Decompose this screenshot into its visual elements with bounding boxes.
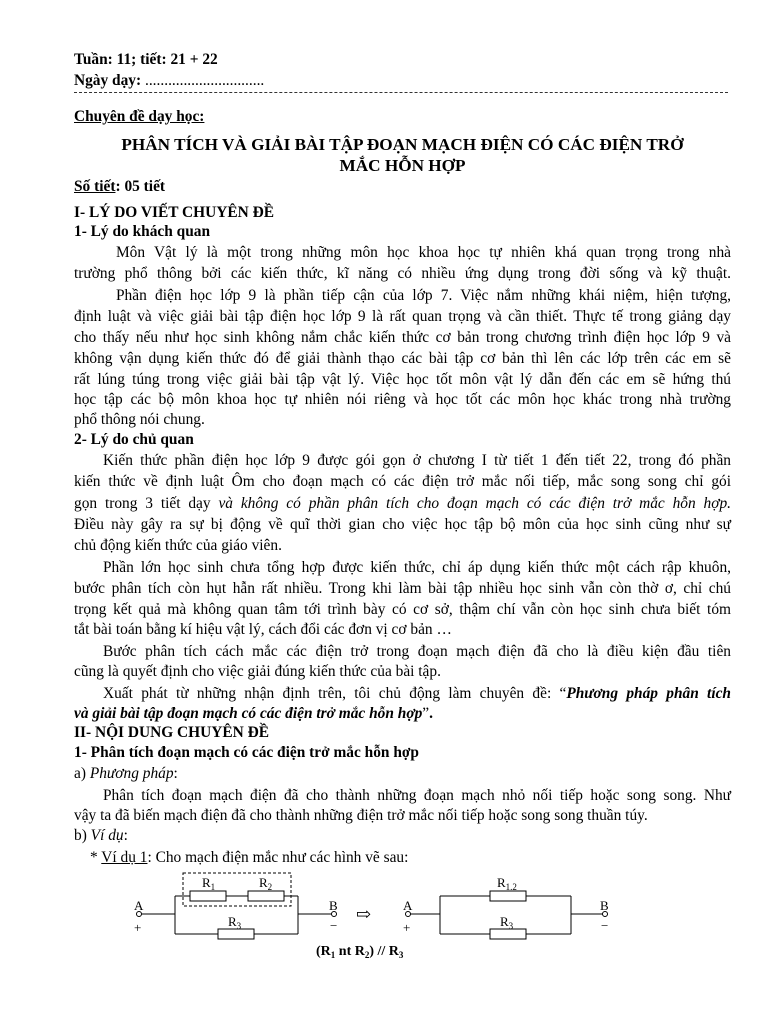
document-title-line-1: PHÂN TÍCH VÀ GIẢI BÀI TẬP ĐOẠN MẠCH ĐIỆN CÓ CÁC ĐIỆN TRỞ bbox=[121, 135, 684, 154]
item-punct: : bbox=[173, 765, 178, 782]
label-b: B bbox=[329, 898, 338, 913]
paragraph-line: Môn Vật lý là một trong những môn học khoa học tự nhiên khá quan trọng trong nhà bbox=[116, 244, 731, 261]
paragraph-text: Xuất phát từ những nhận định trên, tôi chủ động làm chuyên đề: “ bbox=[103, 685, 567, 702]
period-count bbox=[74, 177, 165, 196]
arrow-icon: ⇨ bbox=[356, 904, 372, 924]
section-1-heading: I- LÝ DO VIẾT CHUYÊN ĐỀ bbox=[74, 204, 274, 221]
example-text: : Cho mạch điện mắc như các hình vẽ sau: bbox=[147, 849, 409, 866]
paragraph-emphasis: và không có phần phân tích cho đoạn mạch có các điện trở mắc hỗn hợp. bbox=[218, 495, 732, 512]
paragraph-line: bước phân tích còn hụt hẫn rất nhiều. Trong khi làm bài tập nhiều học sinh vẫn còn thờ ơ, chỉ chú bbox=[74, 580, 731, 597]
section-1-sub-1: 1- Lý do khách quan bbox=[74, 223, 211, 240]
date-label: Ngày dạy: bbox=[74, 72, 145, 89]
week-period-info: Tuần: 11; tiết: 21 + 22 bbox=[74, 51, 218, 68]
header-divider bbox=[74, 92, 728, 93]
topic-label: Chuyên đề dạy học: bbox=[74, 108, 205, 125]
paragraph-text: ” bbox=[422, 705, 430, 722]
paragraph-line: rất lúng túng trong việc giải bài tập vật lý. Việc học tốt môn vật lý dẫn đến các em sẽ hứng thú bbox=[74, 371, 731, 388]
paragraph-line: Phần lớn học sinh chưa tổng hợp được kiến thức, chỉ áp dụng kiến thức một cách rập khuôn, bbox=[103, 559, 731, 576]
paragraph-line: Kiến thức phần điện học lớp 9 được gói gọn ở chương I từ tiết 1 đến tiết 22, trong đó phần bbox=[103, 452, 731, 469]
period-count-value: : 05 tiết bbox=[115, 178, 166, 195]
label-a: A bbox=[403, 898, 413, 913]
paragraph-line: Bước phân tích cách mắc các điện trở trong đoạn mạch điện đã cho là điều kiện đầu tiên bbox=[103, 643, 731, 660]
paragraph-line: chủ động kiến thức của giáo viên. bbox=[74, 537, 282, 554]
resistor-r2 bbox=[248, 891, 284, 901]
date-value: ............................... bbox=[144, 72, 265, 89]
paragraph-line: kiến thức về định luật Ôm cho đoạn mạch có các điện trở mắc nối tiếp, mắc song song chỉ gói bbox=[74, 473, 731, 490]
item-marker: b) bbox=[74, 827, 91, 844]
paragraph-line: định luật và việc giải bài tập điện học lớp 9 là rất quan trọng và cần thiết. Thực tế trong giảng dạy bbox=[74, 308, 731, 325]
period-count-label: Số tiết bbox=[74, 178, 116, 195]
paragraph-line: cho thấy nếu như học sinh không nắm chắc kiến thức cơ bản trong chương trình điện học lớp 9 và bbox=[74, 329, 731, 346]
section-2-heading: II- NỘI DUNG CHUYÊN ĐỀ bbox=[74, 724, 269, 741]
label-r2: $R_2$ bbox=[259, 875, 273, 892]
paragraph-line: học tập các bộ môn khoa học tự nhiên nói riêng và học tốt các môn học khác trong nhà trường bbox=[74, 391, 731, 408]
section-2-sub-1: 1- Phân tích đoạn mạch có các điện trở mắc hỗn hợp bbox=[74, 744, 419, 761]
circuit-caption: ($R_1$ nt $R_2) // R_3$ bbox=[316, 944, 404, 960]
paragraph-line bbox=[74, 494, 731, 513]
resistor-r1 bbox=[190, 891, 226, 901]
paragraph-line: phổ thông nói chung. bbox=[74, 411, 205, 428]
resistor-r12 bbox=[490, 891, 526, 901]
paragraph-line: trọng kết quả mà không quan tâm tới trình bày có cơ sở, thậm chí vẫn còn học sinh chưa biết tóm bbox=[74, 601, 731, 618]
paragraph-line: Phân tích đoạn mạch điện đã cho thành những đoạn mạch nhỏ nối tiếp hoặc song song. Như bbox=[103, 787, 731, 804]
label-r3: $R_3$ bbox=[500, 914, 514, 931]
label-b: B bbox=[600, 898, 609, 913]
bullet-star: * bbox=[90, 849, 102, 866]
document-title-line-2: MẮC HỖN HỢP bbox=[339, 156, 466, 175]
subsection-b-label bbox=[74, 826, 128, 845]
paragraph-line: không vận dụng kiến thức đó để giải thành thạo các bài tập cơ bản thì lên các lớp trên các em sẽ bbox=[74, 350, 731, 367]
label-minus: − bbox=[330, 918, 338, 933]
paragraph-line: Điều này gây ra sự bị động về quĩ thời gian cho việc học tập bộ môn của học sinh cũng như sự bbox=[74, 516, 731, 533]
label-r3: $R_3$ bbox=[228, 914, 242, 931]
topic-name-emphasis: và giải bài tập đoạn mạch có các điện trở mắc hỗn hợp bbox=[74, 705, 423, 722]
label-plus: + bbox=[134, 920, 142, 935]
subsection-a-label bbox=[74, 764, 178, 783]
label-plus: + bbox=[403, 920, 411, 935]
paragraph-line bbox=[103, 684, 731, 703]
paragraph-line bbox=[74, 704, 433, 723]
item-marker: a) bbox=[74, 765, 90, 782]
example-label: Ví dụ 1 bbox=[101, 849, 148, 866]
paragraph-line: Phần điện học lớp 9 là phần tiếp cận của lớp 7. Việc nắm những khái niệm, hiện tượng, bbox=[116, 287, 731, 304]
label-minus: − bbox=[601, 918, 609, 933]
item-title: Ví dụ bbox=[90, 827, 124, 844]
paragraph-text: gọn trong 3 tiết dạy bbox=[74, 495, 219, 512]
label-r1: $R_1$ bbox=[202, 875, 216, 892]
teaching-date bbox=[74, 71, 264, 90]
paragraph-line: trường phổ thông bởi các kiến thức, kĩ năng có nhiều ứng dụng trong đời sống và kỹ thuật. bbox=[74, 265, 731, 282]
item-punct: : bbox=[123, 827, 128, 844]
label-r12: $R_{1.2}$ bbox=[497, 875, 517, 892]
topic-name-emphasis: Phương pháp phân tích bbox=[566, 685, 731, 702]
paragraph-text: . bbox=[429, 705, 433, 722]
circuit-diagram bbox=[0, 860, 768, 970]
item-title: Phương pháp bbox=[89, 765, 174, 782]
paragraph-line: tắt bài toán bằng kí hiệu vật lý, cách đổi các đơn vị cơ bản … bbox=[74, 621, 452, 638]
paragraph-line: vậy ta đã biến mạch điện đã cho thành những điện trở mắc nối tiếp hoặc song song thuần túy. bbox=[74, 807, 648, 824]
section-1-sub-2: 2- Lý do chủ quan bbox=[74, 431, 194, 448]
label-a: A bbox=[134, 898, 144, 913]
paragraph-line: cũng là quyết định cho việc giải đúng kiến thức của bài tập. bbox=[74, 663, 441, 680]
